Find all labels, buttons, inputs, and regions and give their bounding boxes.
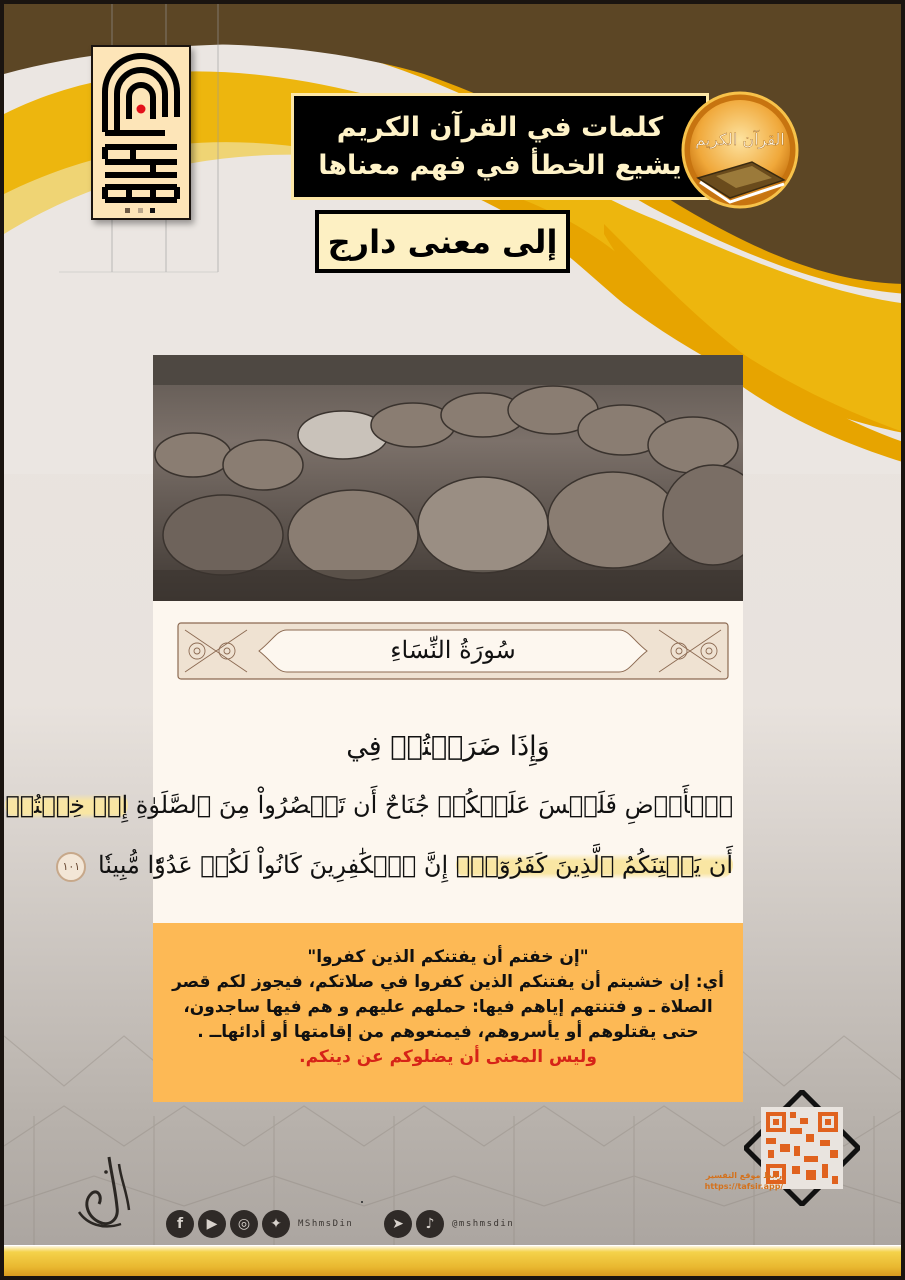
badge-calligraphy: القرآن الكريم [695,130,785,149]
ayah-highlight-2: أَن يَفۡتِنَكُمُ ٱلَّذِينَ كَفَرُوٓاْۚ [455,851,733,879]
explanation-body: أي: إن خشيتم أن يفتنكم الذين كفروا في صلاتكم، فيجوز لكم قصر الصلاة ـ و فتنتهم إياهم فيها: حملهم عليهم و هم فيها ساجدون، حتى يقتلوهم أو يأسروهم، فيمنعوهم من إقامتها أو أدائهاــ . [172,972,724,1042]
dot-mark [361,1201,363,1203]
surah-banner [177,622,729,680]
title-line-1: كلمات في القرآن الكريم [336,111,664,143]
tiktok-icon[interactable]: ♪ [416,1210,444,1238]
signature-logo [69,1152,149,1232]
social-handle-1[interactable]: MShmsDin [298,1219,354,1229]
social-links-2 [384,1210,514,1238]
signature-calligraphy [69,1152,149,1232]
explanation-quote: "إن خفتم أن يفتنكم الذين كفروا" [307,947,589,967]
social-links-1 [166,1210,353,1238]
basmala-logo [91,45,191,220]
prayer-photo [153,355,743,601]
ayah-line-1: وَإِذَا ضَرَبۡتُمۡ فِي [346,731,550,762]
subtitle-banner [315,210,570,273]
ayah-line-2-text: ٱلۡأَرۡضِ فَلَيۡسَ عَلَيۡكُمۡ جُنَاحٌ أَن تَقۡصُرُواْ مِنَ ٱلصَّلَوٰةِ [128,791,733,819]
surah-name: سُورَةُ النِّسَاءِ [390,636,516,664]
social-handle-2[interactable]: @mshmsdin [452,1219,515,1229]
facebook-icon[interactable]: f [166,1210,194,1238]
prayer-photo-graphic [153,355,743,601]
telegram-icon[interactable]: ➤ [384,1210,412,1238]
explanation-box [153,923,743,1102]
title-line-2: يشيع الخطأ في فهم معناها [318,149,682,181]
ayah-line-2 [5,791,733,819]
ayah-line-3 [62,851,733,882]
qr-url-link[interactable]: https://tafsir.app/ [704,1182,784,1191]
subtitle-text: إلى معنى دارج [327,222,558,261]
title-banner [291,93,709,200]
ayah-highlight-1: إِنۡ خِفۡتُمۡ [5,791,129,819]
ayah-line-3-text: إِنَّ ٱلۡكَٰفِرِينَ كَانُواْ لَكُمۡ عَدُوّٗا مُّبِينٗا [97,851,456,879]
bottom-gold-bar [4,1245,905,1276]
ayah-card [5,601,743,923]
qr-caption [694,1170,794,1192]
twitter-icon[interactable]: ✦ [262,1210,290,1238]
ayah-number-badge: ١٠١ [56,852,86,882]
qr-caption-label: رابط موقع التفسير [705,1171,783,1180]
youtube-icon[interactable]: ▶ [198,1210,226,1238]
basmala-logo-graphic [93,47,189,218]
instagram-icon[interactable]: ◎ [230,1210,258,1238]
explanation-note: وليس المعنى أن يضلوكم عن دينكم. [299,1047,597,1067]
quran-book-icon [680,90,800,210]
